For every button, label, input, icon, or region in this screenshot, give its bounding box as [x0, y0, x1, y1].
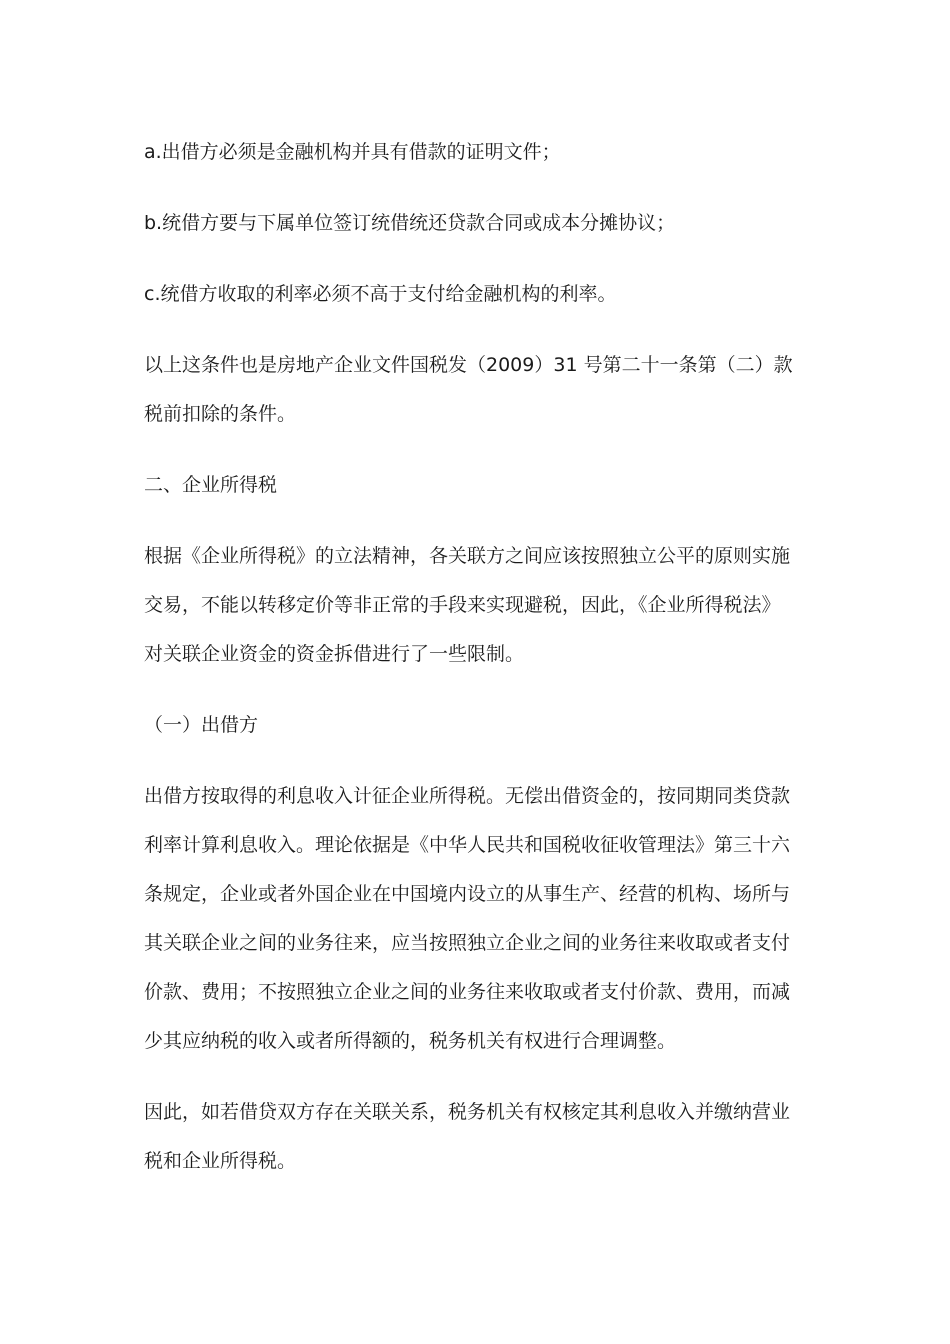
subsection-heading-lender: [144, 701, 798, 750]
text-line: 税和企业所得税。: [144, 1150, 297, 1172]
text-line: 因此，如若借贷双方存在关联关系，税务机关有权核定其利息收入并缴纳营业: [144, 1101, 791, 1123]
paragraph-lender-requirement: [144, 128, 798, 177]
paragraph-gap: [144, 439, 798, 461]
text-line: （一）出借方: [144, 714, 259, 736]
text-line: c.统借方收取的利率必须不高于支付给金融机构的利率。: [144, 283, 617, 305]
text-line: 条规定，企业或者外国企业在中国境内设立的从事生产、经营的机构、场所与: [144, 883, 791, 905]
text-line: 税前扣除的条件。: [144, 403, 297, 425]
text-line: 根据《企业所得税》的立法精神，各关联方之间应该按照独立公平的原则实施: [144, 545, 791, 567]
paragraph-gap: [144, 248, 798, 270]
text-line: 其关联企业之间的业务往来，应当按照独立企业之间的业务往来收取或者支付: [144, 932, 791, 954]
paragraph-conclusion: [144, 1088, 798, 1186]
text-line: 对关联企业资金的资金拆借进行了一些限制。: [144, 643, 525, 665]
text-line: 二、企业所得税: [144, 474, 278, 496]
text-line: 交易，不能以转移定价等非正常的手段来实现避税，因此，《企业所得税法》: [144, 594, 781, 616]
document-page: [144, 128, 798, 1186]
text-line: 以上这条件也是房地产企业文件国税发（2009）31 号第二十一条第（二）款: [144, 354, 793, 376]
paragraph-gap: [144, 510, 798, 532]
paragraph-deduction-conditions: [144, 341, 798, 439]
text-line: 利率计算利息收入。理论依据是《中华人民共和国税收征收管理法》第三十六: [144, 834, 791, 856]
text-line: b.统借方要与下属单位签订统借统还贷款合同或成本分摊协议；: [144, 212, 676, 234]
text-line: 价款、费用；不按照独立企业之间的业务往来收取或者支付价款、费用，而减: [144, 981, 791, 1003]
section-heading-enterprise-income-tax: [144, 461, 798, 510]
paragraph-gap: [144, 1066, 798, 1088]
text-line: 少其应纳税的收入或者所得额的，税务机关有权进行合理调整。: [144, 1030, 677, 1052]
paragraph-gap: [144, 319, 798, 341]
paragraph-legislative-intent: [144, 532, 798, 679]
paragraph-gap: [144, 679, 798, 701]
paragraph-gap: [144, 750, 798, 772]
paragraph-lender-interest-income: [144, 772, 798, 1066]
paragraph-rate-requirement: [144, 270, 798, 319]
text-line: 出借方按取得的利息收入计征企业所得税。无偿出借资金的，按同期同类贷款: [144, 785, 791, 807]
paragraph-contract-requirement: [144, 199, 798, 248]
paragraph-gap: [144, 177, 798, 199]
text-line: a.出借方必须是金融机构并具有借款的证明文件；: [144, 141, 561, 163]
